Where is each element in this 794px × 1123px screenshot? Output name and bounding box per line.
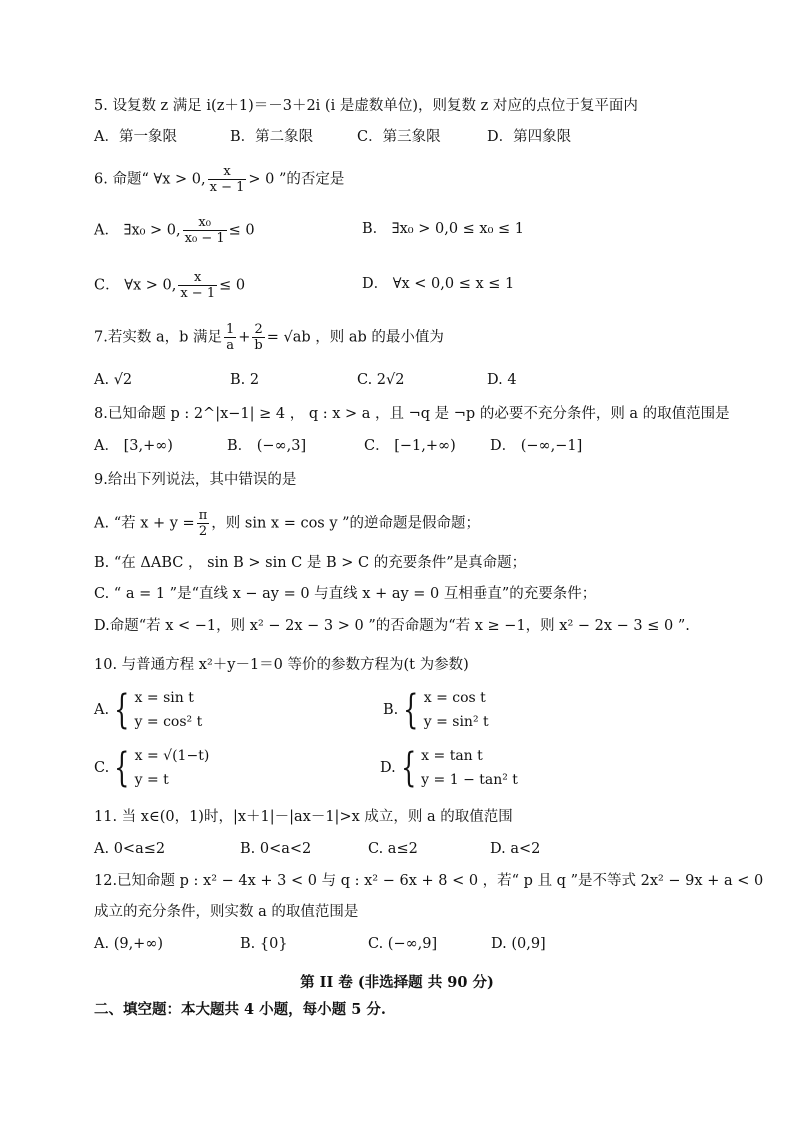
q10-a-brace: { [114, 687, 130, 733]
q10-a-eq1: x = sin t [134, 690, 194, 706]
q12-stem-line1: 12.已知命题 p : x² − 4x + 3 < 0 与 q : x² − 6x + 8 < 0 ，若“ p 且 q ”是不等式 2x² − 9x + a < 0 [94, 873, 764, 889]
q6-c-post: ≤ 0 [219, 277, 246, 294]
q9-a-num: π [198, 508, 208, 523]
q7-stem [94, 322, 444, 353]
q11-option-c: C. a≤2 [368, 841, 418, 857]
q10-b-label: B. [383, 702, 399, 718]
q12-option-b: B. {0} [240, 936, 288, 952]
q9-a-fraction [197, 508, 210, 539]
q10-d-label: D. [380, 760, 396, 776]
q6-a-pre: A． ∃x₀ > 0, [94, 222, 181, 239]
q6-c-fraction [178, 270, 217, 301]
q11-option-b: B. 0<a<2 [240, 841, 312, 857]
section-heading: 二、填空题：本大题共 4 小题，每小题 5 分. [94, 1001, 386, 1018]
q7-stem-pre: 7.若实数 a，b 满足 [94, 329, 222, 346]
q12-option-d: D. (0,9] [491, 936, 546, 952]
q6-c-pre: C． ∀x > 0, [94, 277, 177, 294]
q6-a-den: x₀ − 1 [184, 231, 225, 246]
q7-plus: + [238, 329, 251, 346]
q10-a-label: A. [94, 702, 110, 718]
q11-option-d: D. a<2 [490, 841, 541, 857]
q8-option-a: A． [3,+∞) [94, 438, 173, 454]
q6-option-a [94, 215, 255, 246]
q6-stem-pre: 6. 命题“ ∀x > 0, [94, 171, 206, 188]
q10-c-label: C. [94, 760, 110, 776]
q10-d-eq1: x = tan t [421, 748, 483, 764]
q7-option-a: A. √2 [94, 372, 133, 388]
q10-a-system [135, 686, 203, 734]
q11-option-a: A. 0<a≤2 [94, 841, 166, 857]
q10-c-system [135, 744, 210, 792]
q7-f1-num: 1 [225, 322, 235, 337]
q8-stem: 8.已知命题 p : 2^|x−1| ≥ 4 ， q : x > a ，且 ¬q 是 ¬p 的必要不充分条件，则 a 的取值范围是 [94, 406, 730, 422]
q8-option-d: D． (−∞,−1] [490, 438, 583, 454]
q9-stem: 9.给出下列说法，其中错误的是 [94, 472, 297, 488]
q8-option-c: C． [−1,+∞) [364, 438, 456, 454]
q7-f2-den: b [254, 338, 263, 353]
q9-a-den: 2 [197, 523, 210, 539]
q10-a-eq2: y = cos² t [134, 714, 203, 730]
q10-c-eq1: x = √(1−t) [134, 748, 210, 764]
q6-stem [94, 164, 344, 195]
q6-frac-num: x [223, 164, 231, 179]
q10-option-a [94, 686, 202, 734]
q9-option-a [94, 508, 480, 539]
q10-option-c [94, 744, 209, 792]
q6-fraction [208, 164, 247, 195]
q9-a-pre: A. “若 x + y = [94, 515, 195, 532]
section-title: 第 II 卷 (非选择题 共 90 分) [300, 974, 494, 991]
q6-a-fraction [183, 215, 227, 246]
q7-frac-2 [252, 322, 264, 353]
q10-option-b [383, 686, 489, 734]
q7-stem-post: = √ab ，则 ab 的最小值为 [266, 329, 444, 346]
q8-option-b: B． (−∞,3] [227, 438, 307, 454]
q7-frac-1 [224, 322, 236, 353]
q5-option-b: B．第二象限 [230, 129, 314, 145]
q12-option-a: A. (9,+∞) [94, 936, 164, 952]
q11-stem: 11. 当 x∈(0，1)时，|x＋1|－|ax－1|>x 成立，则 a 的取值范围 [94, 809, 513, 825]
q10-b-eq1: x = cos t [423, 690, 486, 706]
q6-a-num: x₀ [198, 215, 211, 230]
q10-option-d [380, 744, 518, 792]
q5-option-a: A．第一象限 [94, 129, 177, 145]
q7-f2-num: 2 [254, 322, 263, 337]
q6-stem-post: > 0 ”的否定是 [248, 171, 345, 188]
q9-option-b: B. “在 ΔABC ， sin B > sin C 是 B > C 的充要条件”是真命题； [94, 555, 527, 571]
q5-option-c: C．第三象限 [357, 129, 441, 145]
q6-c-num: x [194, 270, 202, 285]
q12-stem-line2: 成立的充分条件，则实数 a 的取值范围是 [94, 904, 359, 920]
q7-option-d: D. 4 [487, 372, 517, 388]
q10-d-eq2: y = 1 − tan² t [421, 772, 518, 788]
q6-c-den: x − 1 [180, 286, 216, 301]
q7-f1-den: a [224, 337, 236, 353]
q12-option-c: C. (−∞,9] [368, 936, 438, 952]
q7-option-b: B. 2 [230, 372, 260, 388]
q6-option-b: B． ∃x₀ > 0,0 ≤ x₀ ≤ 1 [362, 221, 524, 237]
q7-option-c: C. 2√2 [357, 372, 405, 388]
q6-a-post: ≤ 0 [228, 222, 255, 239]
q9-option-c: C. “ a = 1 ”是“直线 x − ay = 0 与直线 x + ay = 0 互相垂直”的充要条件； [94, 586, 597, 602]
q6-option-d: D． ∀x < 0,0 ≤ x ≤ 1 [362, 276, 515, 292]
q6-frac-den: x − 1 [209, 180, 245, 195]
q10-c-eq2: y = t [134, 772, 169, 788]
q5-option-d: D．第四象限 [487, 129, 572, 145]
q10-stem: 10. 与普通方程 x²＋y－1＝0 等价的参数方程为(t 为参数) [94, 657, 469, 673]
q6-option-c [94, 270, 245, 301]
q9-a-post: ，则 sin x = cos y ”的逆命题是假命题； [211, 515, 481, 532]
q10-b-system [424, 686, 489, 734]
q10-c-brace: { [114, 745, 130, 791]
q10-b-eq2: y = sin² t [423, 714, 489, 730]
q9-option-d: D.命题“若 x < −1，则 x² − 2x − 3 > 0 ”的否命题为“若 x ≥ −1，则 x² − 2x − 3 ≤ 0 ”. [94, 618, 690, 634]
q10-b-brace: { [403, 687, 419, 733]
q5-stem: 5. 设复数 z 满足 i(z＋1)＝－3＋2i (i 是虚数单位)，则复数 z 对应的点位于复平面内 [94, 98, 638, 114]
q10-d-brace: { [400, 745, 417, 791]
q10-d-system [421, 744, 518, 792]
